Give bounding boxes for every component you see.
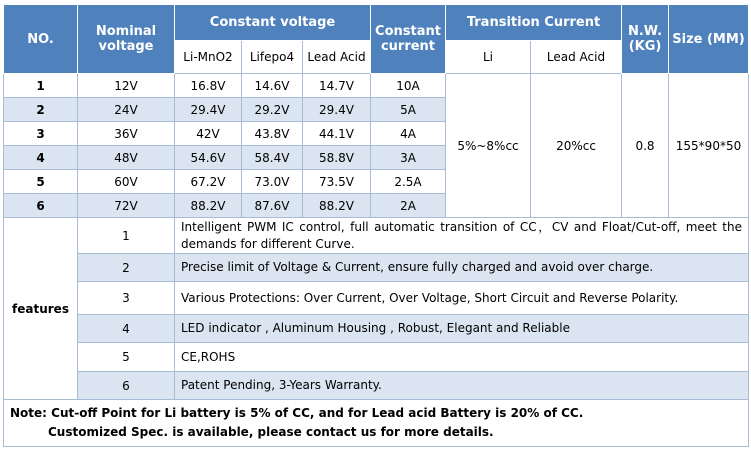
tc-li-value: 5%~8%cc	[446, 74, 531, 218]
row-no: 3	[4, 122, 78, 146]
note-line-1: Note: Cut-off Point for Li battery is 5% of CC, and for Lead acid Battery is 20% of CC.	[10, 406, 584, 420]
row-current: 5A	[371, 98, 446, 122]
row-current: 2A	[371, 194, 446, 218]
row-lifepo4: 87.6V	[242, 194, 303, 218]
row-lead-acid: 44.1V	[303, 122, 371, 146]
row-li-mno2: 29.4V	[175, 98, 242, 122]
header-size: Size (MM)	[669, 5, 749, 74]
row-li-mno2: 16.8V	[175, 74, 242, 98]
spec-sheet	[3, 4, 748, 447]
row-nominal: 48V	[78, 146, 175, 170]
feature-text: Various Protections: Over Current, Over Voltage, Short Circuit and Reverse Polarity.	[175, 282, 749, 315]
row-li-mno2: 88.2V	[175, 194, 242, 218]
feature-row	[4, 218, 749, 254]
row-lead-acid: 73.5V	[303, 170, 371, 194]
header-nw: N.W. (KG)	[622, 5, 669, 74]
row-lifepo4: 43.8V	[242, 122, 303, 146]
row-nominal: 60V	[78, 170, 175, 194]
row-li-mno2: 54.6V	[175, 146, 242, 170]
header-nominal-voltage: Nominal voltage	[78, 5, 175, 74]
feature-text: CE,ROHS	[175, 343, 749, 372]
feature-num: 1	[78, 218, 175, 254]
row-nominal: 24V	[78, 98, 175, 122]
row-li-mno2: 42V	[175, 122, 242, 146]
feature-row	[4, 315, 749, 343]
header-tc-lead-acid: Lead Acid	[531, 41, 622, 74]
feature-num: 3	[78, 282, 175, 315]
note-row	[4, 400, 749, 447]
feature-row	[4, 343, 749, 372]
row-current: 2.5A	[371, 170, 446, 194]
row-lead-acid: 29.4V	[303, 98, 371, 122]
row-lifepo4: 58.4V	[242, 146, 303, 170]
header-transition-current: Transition Current	[446, 5, 622, 41]
header-no: NO.	[4, 5, 78, 74]
features-label: features	[4, 218, 78, 400]
row-no: 4	[4, 146, 78, 170]
feature-row	[4, 372, 749, 400]
row-lead-acid: 14.7V	[303, 74, 371, 98]
header-tc-li: Li	[446, 41, 531, 74]
row-no: 5	[4, 170, 78, 194]
row-current: 10A	[371, 74, 446, 98]
feature-num: 2	[78, 254, 175, 282]
header-row-1	[4, 5, 749, 41]
note-cell	[4, 400, 749, 447]
header-lead-acid: Lead Acid	[303, 41, 371, 74]
header-li-mno2: Li-MnO2	[175, 41, 242, 74]
feature-text: LED indicator , Aluminum Housing , Robust, Elegant and Reliable	[175, 315, 749, 343]
row-no: 6	[4, 194, 78, 218]
note-line-2: Customized Spec. is available, please contact us for more details.	[48, 425, 494, 439]
feature-num: 5	[78, 343, 175, 372]
row-current: 4A	[371, 122, 446, 146]
row-no: 1	[4, 74, 78, 98]
row-nominal: 36V	[78, 122, 175, 146]
feature-text: Patent Pending, 3-Years Warranty.	[175, 372, 749, 400]
row-current: 3A	[371, 146, 446, 170]
spec-table	[3, 4, 749, 447]
size-value: 155*90*50	[669, 74, 749, 218]
header-constant-voltage: Constant voltage	[175, 5, 371, 41]
row-lifepo4: 73.0V	[242, 170, 303, 194]
feature-row	[4, 282, 749, 315]
row-lifepo4: 14.6V	[242, 74, 303, 98]
row-no: 2	[4, 98, 78, 122]
nw-value: 0.8	[622, 74, 669, 218]
row-lifepo4: 29.2V	[242, 98, 303, 122]
row-li-mno2: 67.2V	[175, 170, 242, 194]
row-nominal: 72V	[78, 194, 175, 218]
feature-text: Intelligent PWM IC control, full automatic transition of CC，CV and Float/Cut-off, meet the demands for different Curve.	[175, 218, 749, 254]
tc-lead-value: 20%cc	[531, 74, 622, 218]
feature-num: 6	[78, 372, 175, 400]
feature-row	[4, 254, 749, 282]
row-lead-acid: 88.2V	[303, 194, 371, 218]
feature-text: Precise limit of Voltage & Current, ensure fully charged and avoid over charge.	[175, 254, 749, 282]
row-nominal: 12V	[78, 74, 175, 98]
header-lifepo4: Lifepo4	[242, 41, 303, 74]
table-row	[4, 74, 749, 98]
header-constant-current: Constant current	[371, 5, 446, 74]
feature-num: 4	[78, 315, 175, 343]
row-lead-acid: 58.8V	[303, 146, 371, 170]
